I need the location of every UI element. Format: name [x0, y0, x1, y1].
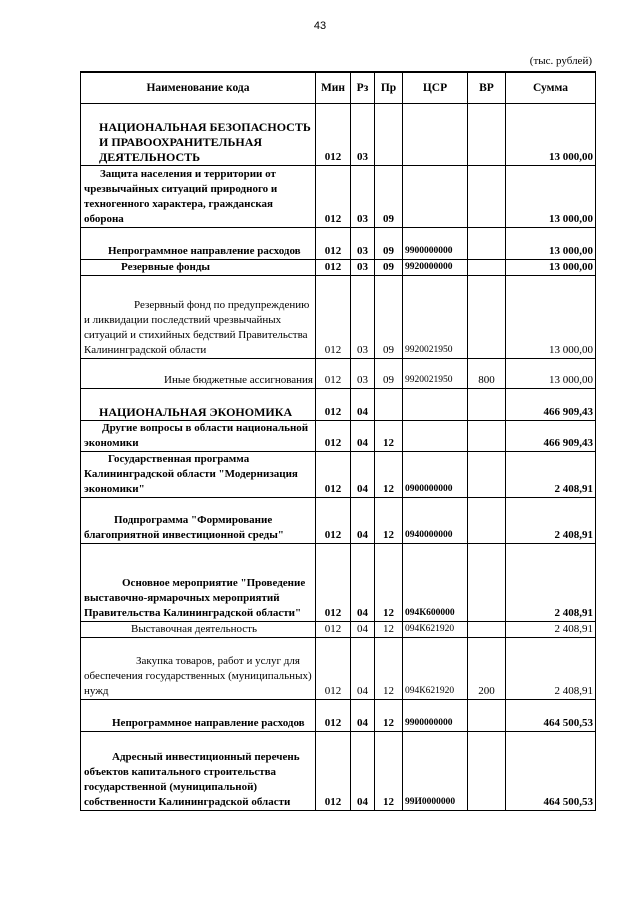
row-csr: 094К621920: [403, 622, 468, 638]
row-name: Государственная программа Калининградской области "Модернизация экономики": [81, 452, 316, 498]
row-rz: 03: [351, 359, 375, 389]
row-pr: 09: [375, 166, 403, 228]
table-row: [81, 700, 596, 732]
row-name: НАЦИОНАЛЬНАЯ ЭКОНОМИКА: [81, 389, 316, 421]
row-csr: 99И0000000: [403, 732, 468, 811]
row-sum: 2 408,91: [506, 544, 596, 622]
row-name: Защита населения и территории от чрезвычайных ситуаций природного и техногенного характера, гражданская оборона: [81, 166, 316, 228]
row-vr: [468, 260, 506, 276]
header-sum: Сумма: [506, 72, 596, 104]
table-row: [81, 622, 596, 638]
table-row: [81, 104, 596, 166]
row-vr: [468, 700, 506, 732]
row-rz: 03: [351, 104, 375, 166]
header-name: Наименование кода: [81, 72, 316, 104]
row-csr: 094К600000: [403, 544, 468, 622]
row-min: 012: [316, 228, 351, 260]
row-min: 012: [316, 359, 351, 389]
row-csr: 0940000000: [403, 498, 468, 544]
row-vr: [468, 389, 506, 421]
row-rz: 04: [351, 700, 375, 732]
row-pr: 12: [375, 498, 403, 544]
row-csr: [403, 389, 468, 421]
row-min: 012: [316, 622, 351, 638]
row-rz: 04: [351, 544, 375, 622]
row-csr: [403, 104, 468, 166]
row-vr: [468, 498, 506, 544]
row-vr: [468, 228, 506, 260]
row-name: Основное мероприятие "Проведение выставочно-ярмарочных мероприятий Правительства Калининградской области": [81, 544, 316, 622]
page-number: 43: [313, 20, 327, 32]
row-csr: 9920000000: [403, 260, 468, 276]
row-rz: 03: [351, 228, 375, 260]
row-rz: 04: [351, 498, 375, 544]
row-rz: 04: [351, 622, 375, 638]
row-pr: 12: [375, 622, 403, 638]
row-vr: [468, 276, 506, 359]
row-rz: 04: [351, 421, 375, 452]
row-pr: 09: [375, 359, 403, 389]
table-row: [81, 421, 596, 452]
row-pr: 12: [375, 638, 403, 700]
row-name: Иные бюджетные ассигнования: [81, 359, 316, 389]
row-min: 012: [316, 389, 351, 421]
table-row: [81, 452, 596, 498]
row-sum: 464 500,53: [506, 700, 596, 732]
row-name: Непрограммное направление расходов: [81, 228, 316, 260]
row-csr: 9920021950: [403, 359, 468, 389]
row-name: Непрограммное направление расходов: [81, 700, 316, 732]
row-rz: 03: [351, 166, 375, 228]
row-sum: 2 408,91: [506, 452, 596, 498]
table-row: [81, 359, 596, 389]
row-sum: 2 408,91: [506, 498, 596, 544]
budget-table: [80, 71, 596, 811]
row-pr: 09: [375, 228, 403, 260]
row-vr: 200: [468, 638, 506, 700]
row-sum: 13 000,00: [506, 359, 596, 389]
row-sum: 466 909,43: [506, 421, 596, 452]
row-min: 012: [316, 260, 351, 276]
row-rz: 04: [351, 389, 375, 421]
units-label: (тыс. рублей): [529, 55, 592, 67]
row-csr: 9900000000: [403, 700, 468, 732]
row-name: Резервные фонды: [81, 260, 316, 276]
table-row: [81, 389, 596, 421]
row-sum: 13 000,00: [506, 260, 596, 276]
row-sum: 13 000,00: [506, 276, 596, 359]
row-csr: 0900000000: [403, 452, 468, 498]
row-name: Адресный инвестиционный перечень объектов капитального строительства государственной (муниципальной) собственности Калининградской области: [81, 732, 316, 811]
row-pr: 12: [375, 452, 403, 498]
row-min: 012: [316, 452, 351, 498]
row-min: 012: [316, 166, 351, 228]
row-csr: 094К621920: [403, 638, 468, 700]
row-vr: [468, 452, 506, 498]
row-vr: [468, 104, 506, 166]
header-pr: Пр: [375, 72, 403, 104]
row-min: 012: [316, 498, 351, 544]
header-rz: Рз: [351, 72, 375, 104]
row-sum: 464 500,53: [506, 732, 596, 811]
row-vr: [468, 622, 506, 638]
row-rz: 03: [351, 276, 375, 359]
row-sum: 466 909,43: [506, 389, 596, 421]
row-csr: [403, 421, 468, 452]
row-vr: [468, 421, 506, 452]
table-row: [81, 228, 596, 260]
row-sum: 13 000,00: [506, 228, 596, 260]
row-pr: 12: [375, 544, 403, 622]
row-vr: [468, 732, 506, 811]
row-min: 012: [316, 104, 351, 166]
row-pr: 12: [375, 421, 403, 452]
row-min: 012: [316, 544, 351, 622]
table-row: [81, 276, 596, 359]
row-sum: 13 000,00: [506, 104, 596, 166]
row-rz: 04: [351, 638, 375, 700]
row-name: Выставочная деятельность: [81, 622, 316, 638]
row-min: 012: [316, 700, 351, 732]
table-row: [81, 544, 596, 622]
row-pr: [375, 104, 403, 166]
row-rz: 03: [351, 260, 375, 276]
row-vr: 800: [468, 359, 506, 389]
row-sum: 13 000,00: [506, 166, 596, 228]
table-row: [81, 638, 596, 700]
row-pr: [375, 389, 403, 421]
row-min: 012: [316, 732, 351, 811]
row-sum: 2 408,91: [506, 622, 596, 638]
row-pr: 09: [375, 276, 403, 359]
row-csr: 9900000000: [403, 228, 468, 260]
row-vr: [468, 544, 506, 622]
row-rz: 04: [351, 452, 375, 498]
row-min: 012: [316, 421, 351, 452]
row-name: Другие вопросы в области национальной экономики: [81, 421, 316, 452]
row-sum: 2 408,91: [506, 638, 596, 700]
row-pr: 12: [375, 732, 403, 811]
table-row: [81, 732, 596, 811]
row-pr: 09: [375, 260, 403, 276]
row-pr: 12: [375, 700, 403, 732]
row-csr: [403, 166, 468, 228]
header-min: Мин: [316, 72, 351, 104]
table-row: [81, 166, 596, 228]
table-row: [81, 260, 596, 276]
header-csr: ЦСР: [403, 72, 468, 104]
row-min: 012: [316, 638, 351, 700]
row-name: НАЦИОНАЛЬНАЯ БЕЗОПАСНОСТЬ И ПРАВООХРАНИТЕЛЬНАЯ ДЕЯТЕЛЬНОСТЬ: [81, 104, 316, 166]
row-rz: 04: [351, 732, 375, 811]
row-csr: 9920021950: [403, 276, 468, 359]
table-header-row: [81, 72, 596, 104]
row-min: 012: [316, 276, 351, 359]
row-name: Резервный фонд по предупреждению и ликвидации последствий чрезвычайных ситуаций и стихийных бедствий Правительства Калининградской области: [81, 276, 316, 359]
row-name: Подпрограмма "Формирование благоприятной инвестиционной среды": [81, 498, 316, 544]
table-row: [81, 498, 596, 544]
row-vr: [468, 166, 506, 228]
row-name: Закупка товаров, работ и услуг для обеспечения государственных (муниципальных) нужд: [81, 638, 316, 700]
header-vr: ВР: [468, 72, 506, 104]
